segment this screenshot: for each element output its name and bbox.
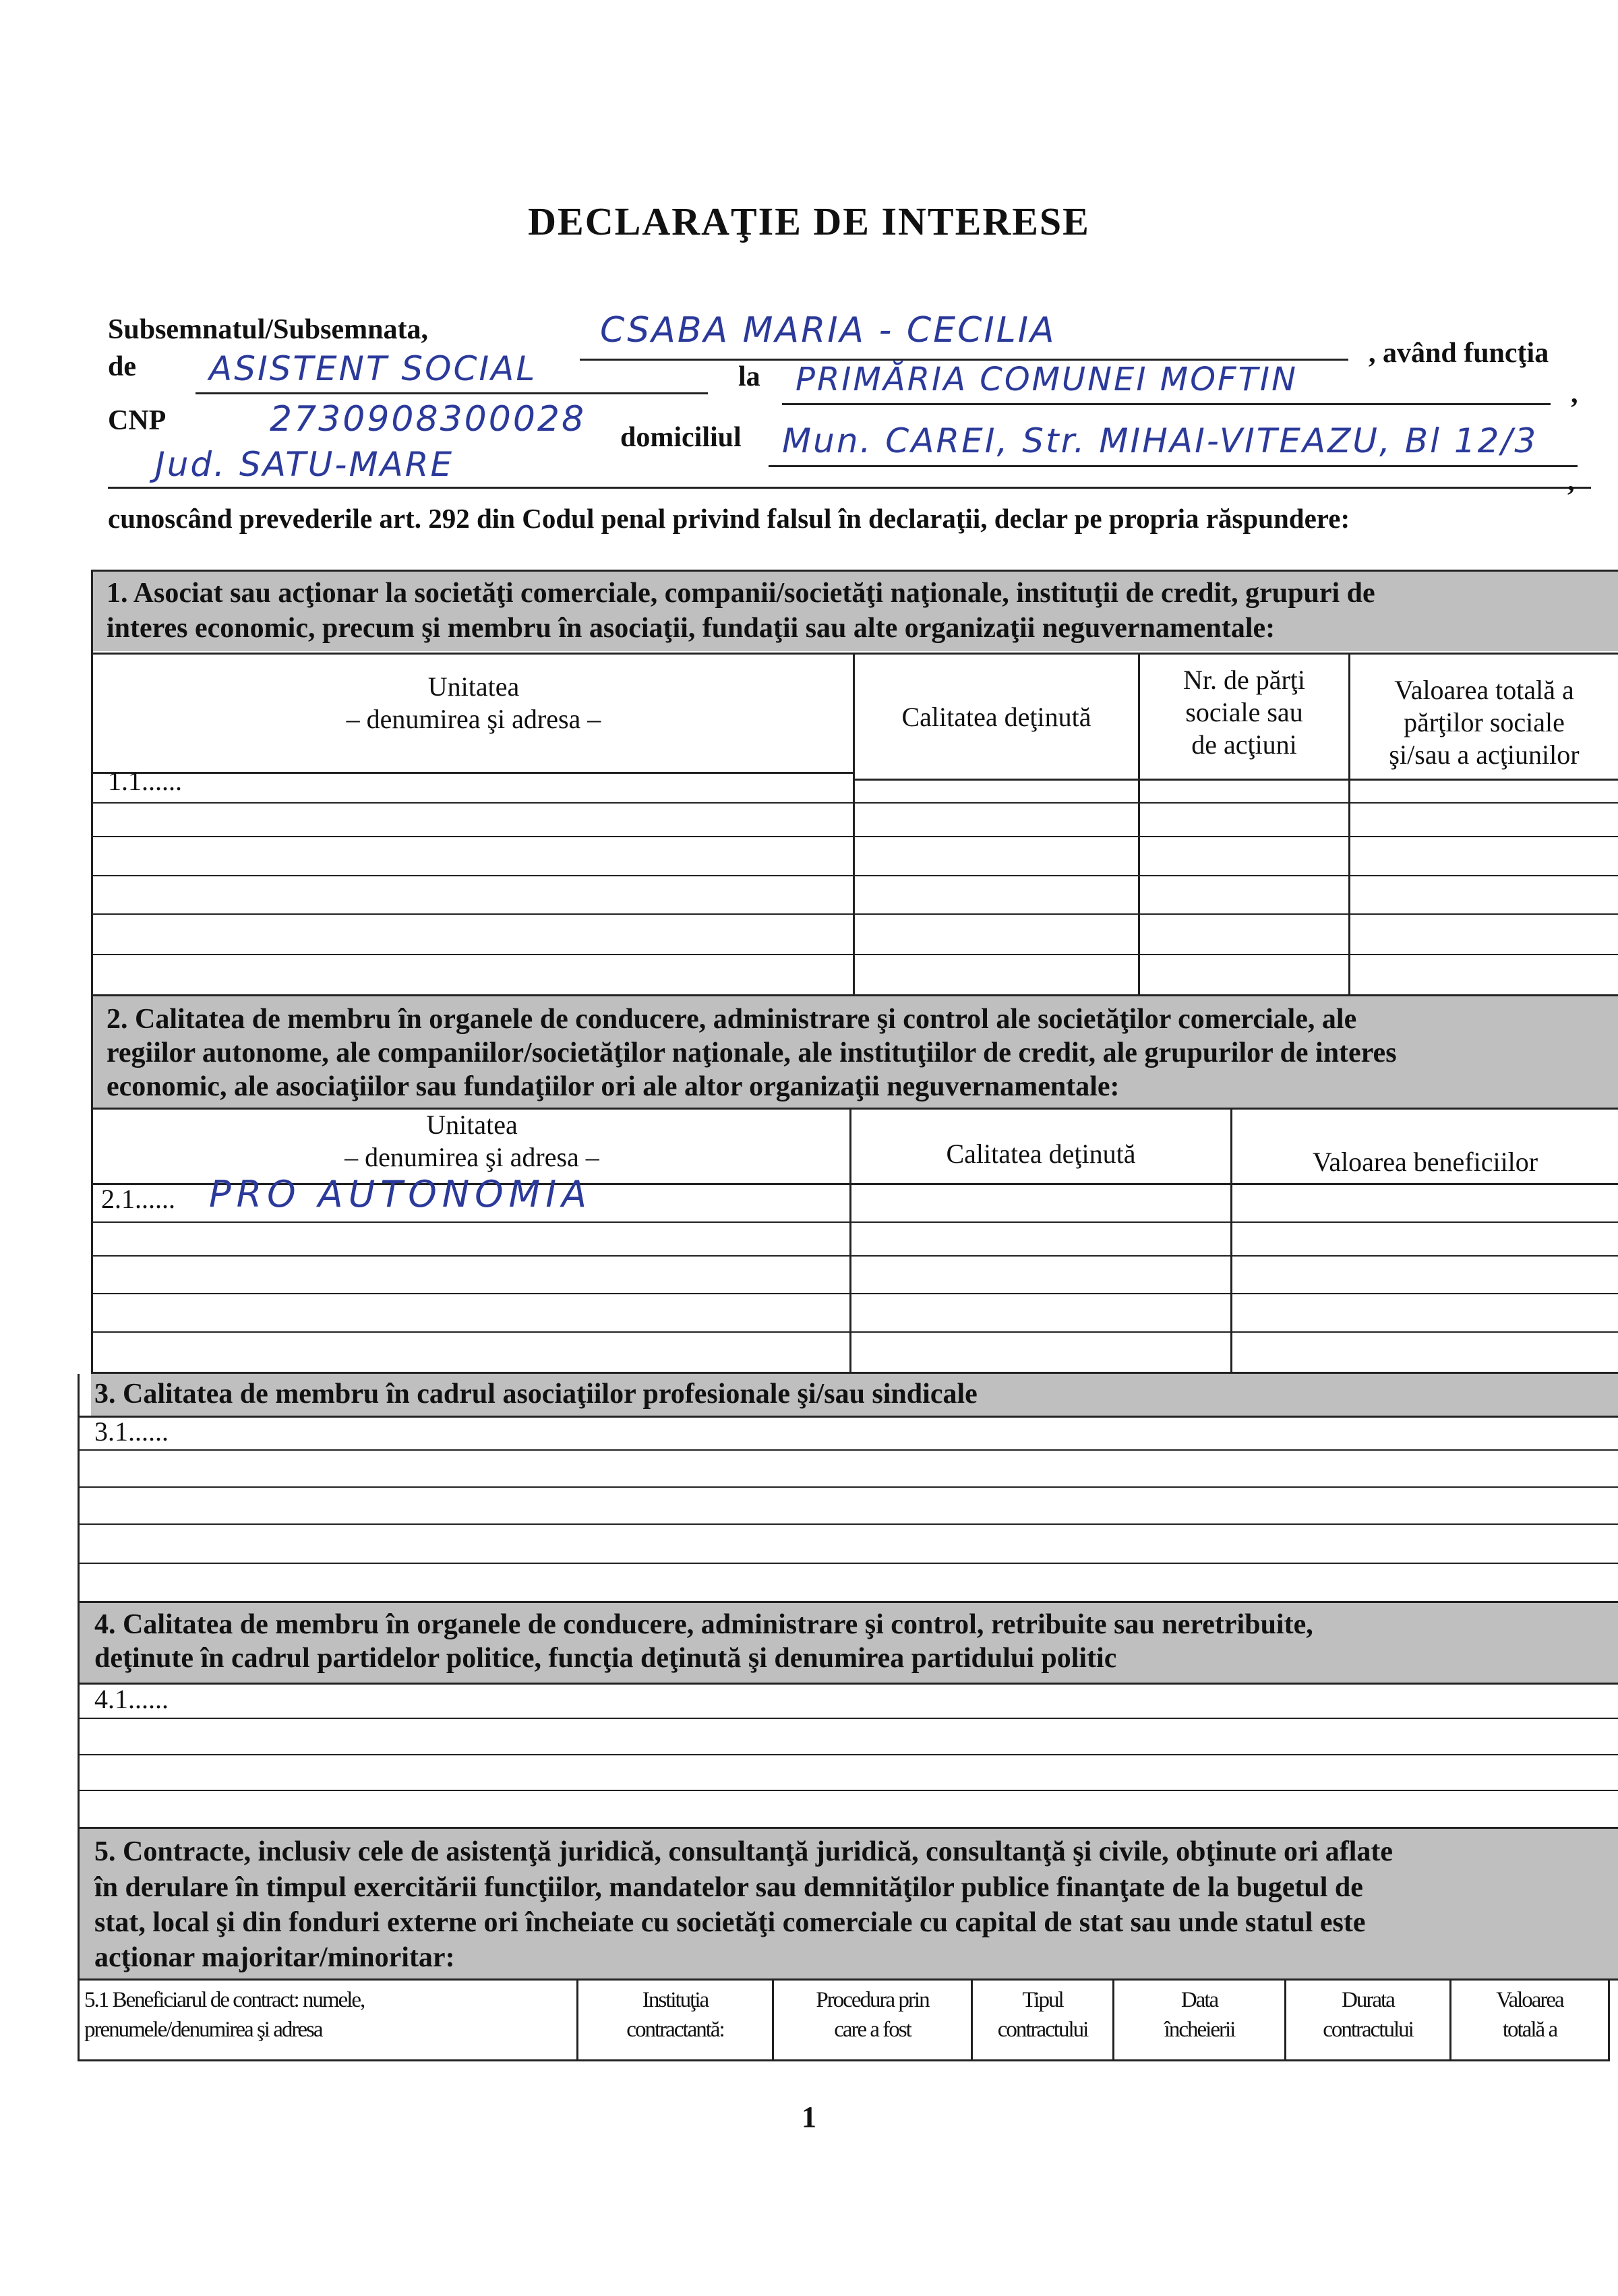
section4-heading-line1: 4. Calitatea de membru în organele de conducere, administrare şi control, retribuite sau neretribuite, xyxy=(94,1609,1313,1640)
section5-col-procedure: Procedura prin care a fost xyxy=(816,1988,929,2042)
section5-heading-line2: în derulare în timpul exercitării funcţiilor, mandatelor sau demnităţilor publice finanţate de la bugetul de xyxy=(94,1872,1363,1903)
section1-col-shares-count: Nr. de părţi sociale sau de acţiuni xyxy=(1182,665,1306,760)
section1-row-1-1: 1.1...... xyxy=(108,766,182,796)
section4-row-4-1: 4.1...... xyxy=(94,1684,169,1714)
institution-value: PRIMĂRIA COMUNEI MOFTIN xyxy=(796,361,1298,398)
section2-col-benefits: Valoarea beneficiilor xyxy=(1312,1147,1538,1177)
section5-col-institution: Instituţia contractantă: xyxy=(626,1988,724,2042)
section1-col-unit: Unitatea – denumirea şi adresa – xyxy=(346,671,601,734)
cunoscand-statement: cunoscând prevederile art. 292 din Codul penal privind falsul în declaraţii, declar pe propria răspundere: xyxy=(108,503,1350,534)
page-title: DECLARAŢIE DE INTERESE xyxy=(528,200,1090,243)
section4-heading-line2: deţinute în cadrul partidelor politice, funcţia deţinută şi denumirea partidului politic xyxy=(94,1643,1117,1674)
la-label: la xyxy=(738,361,760,392)
cnp-value: 2730908300028 xyxy=(270,399,587,440)
section2-heading-line1: 2. Calitatea de membru în organele de conducere, administrare şi control ale societăţilor comerciale, ale xyxy=(107,1004,1357,1035)
section2-row-2-1-value: PRO AUTONOMIA xyxy=(209,1173,593,1215)
county-value: Jud. SATU-MARE xyxy=(155,445,454,484)
section5-col-duration: Durata contractului xyxy=(1323,1988,1413,2042)
section5-col-contract-type: Tipul contractului xyxy=(997,1988,1088,2042)
section2-heading-line2: regiilor autonome, ale companiilor/societăţilor naţionale, ale instituţiilor de credit, ale grupurilor de interes xyxy=(107,1037,1397,1068)
section3-heading: 3. Calitatea de membru în cadrul asociaţiilor profesionale şi/sau sindicale xyxy=(94,1379,978,1410)
section1-col-quality: Calitatea deţinută xyxy=(901,702,1091,732)
address-value: Mun. CAREI, Str. MIHAI-VITEAZU, Bl 12/3 xyxy=(782,421,1538,460)
domiciliul-label: domiciliul xyxy=(620,422,742,453)
section5-col-total-value: Valoarea totală a xyxy=(1496,1988,1563,2042)
de-label: de xyxy=(108,351,136,382)
section1-col-total-value: Valoarea totală a părţilor sociale şi/sau a acţiunilor xyxy=(1389,675,1580,770)
section1-heading-line2: interes economic, precum şi membru în asociaţii, fundaţii sau alte organizaţii neguvernamentale: xyxy=(107,613,1276,644)
cnp-label: CNP xyxy=(108,405,167,436)
section2-col-quality: Calitatea deţinută xyxy=(946,1139,1136,1169)
section2-row-2-1: 2.1...... xyxy=(101,1184,175,1214)
function-value: ASISTENT SOCIAL xyxy=(209,349,537,388)
avand-functia-label: , având funcţia xyxy=(1369,338,1549,369)
section2-col-unit: Unitatea – denumirea şi adresa – xyxy=(344,1110,599,1172)
section3-row-3-1: 3.1...... xyxy=(94,1416,169,1447)
section5-heading-line1: 5. Contracte, inclusiv cele de asistenţă juridică, consultanţă juridică, consultanţă şi civile, obţinute ori aflate xyxy=(94,1836,1394,1867)
page-number: 1 xyxy=(802,2101,816,2134)
section5-heading-line3: stat, local şi din fonduri externe ori încheiate cu societăţi comerciale cu capital de stat sau unde statul este xyxy=(94,1907,1366,1938)
subsemnatul-label: Subsemnatul/Subsemnata, xyxy=(108,314,428,345)
declarant-name: CSABA MARIA - CECILIA xyxy=(600,310,1056,351)
section1-heading-line1: 1. Asociat sau acţionar la societăţi comerciale, companii/societăţi naţionale, instituţii de credit, grupuri de xyxy=(107,578,1375,609)
section5-col-beneficiary: 5.1 Beneficiarul de contract: numele, prenumele/denumirea şi adresa xyxy=(84,1988,365,2042)
section2-heading-line3: economic, ale asociaţiilor sau fundaţiilor ori ale altor organizaţii neguvernamentale: xyxy=(107,1071,1120,1102)
section5-col-date: Data încheierii xyxy=(1164,1988,1235,2042)
section5-heading-line4: acţionar majoritar/minoritar: xyxy=(94,1942,455,1973)
